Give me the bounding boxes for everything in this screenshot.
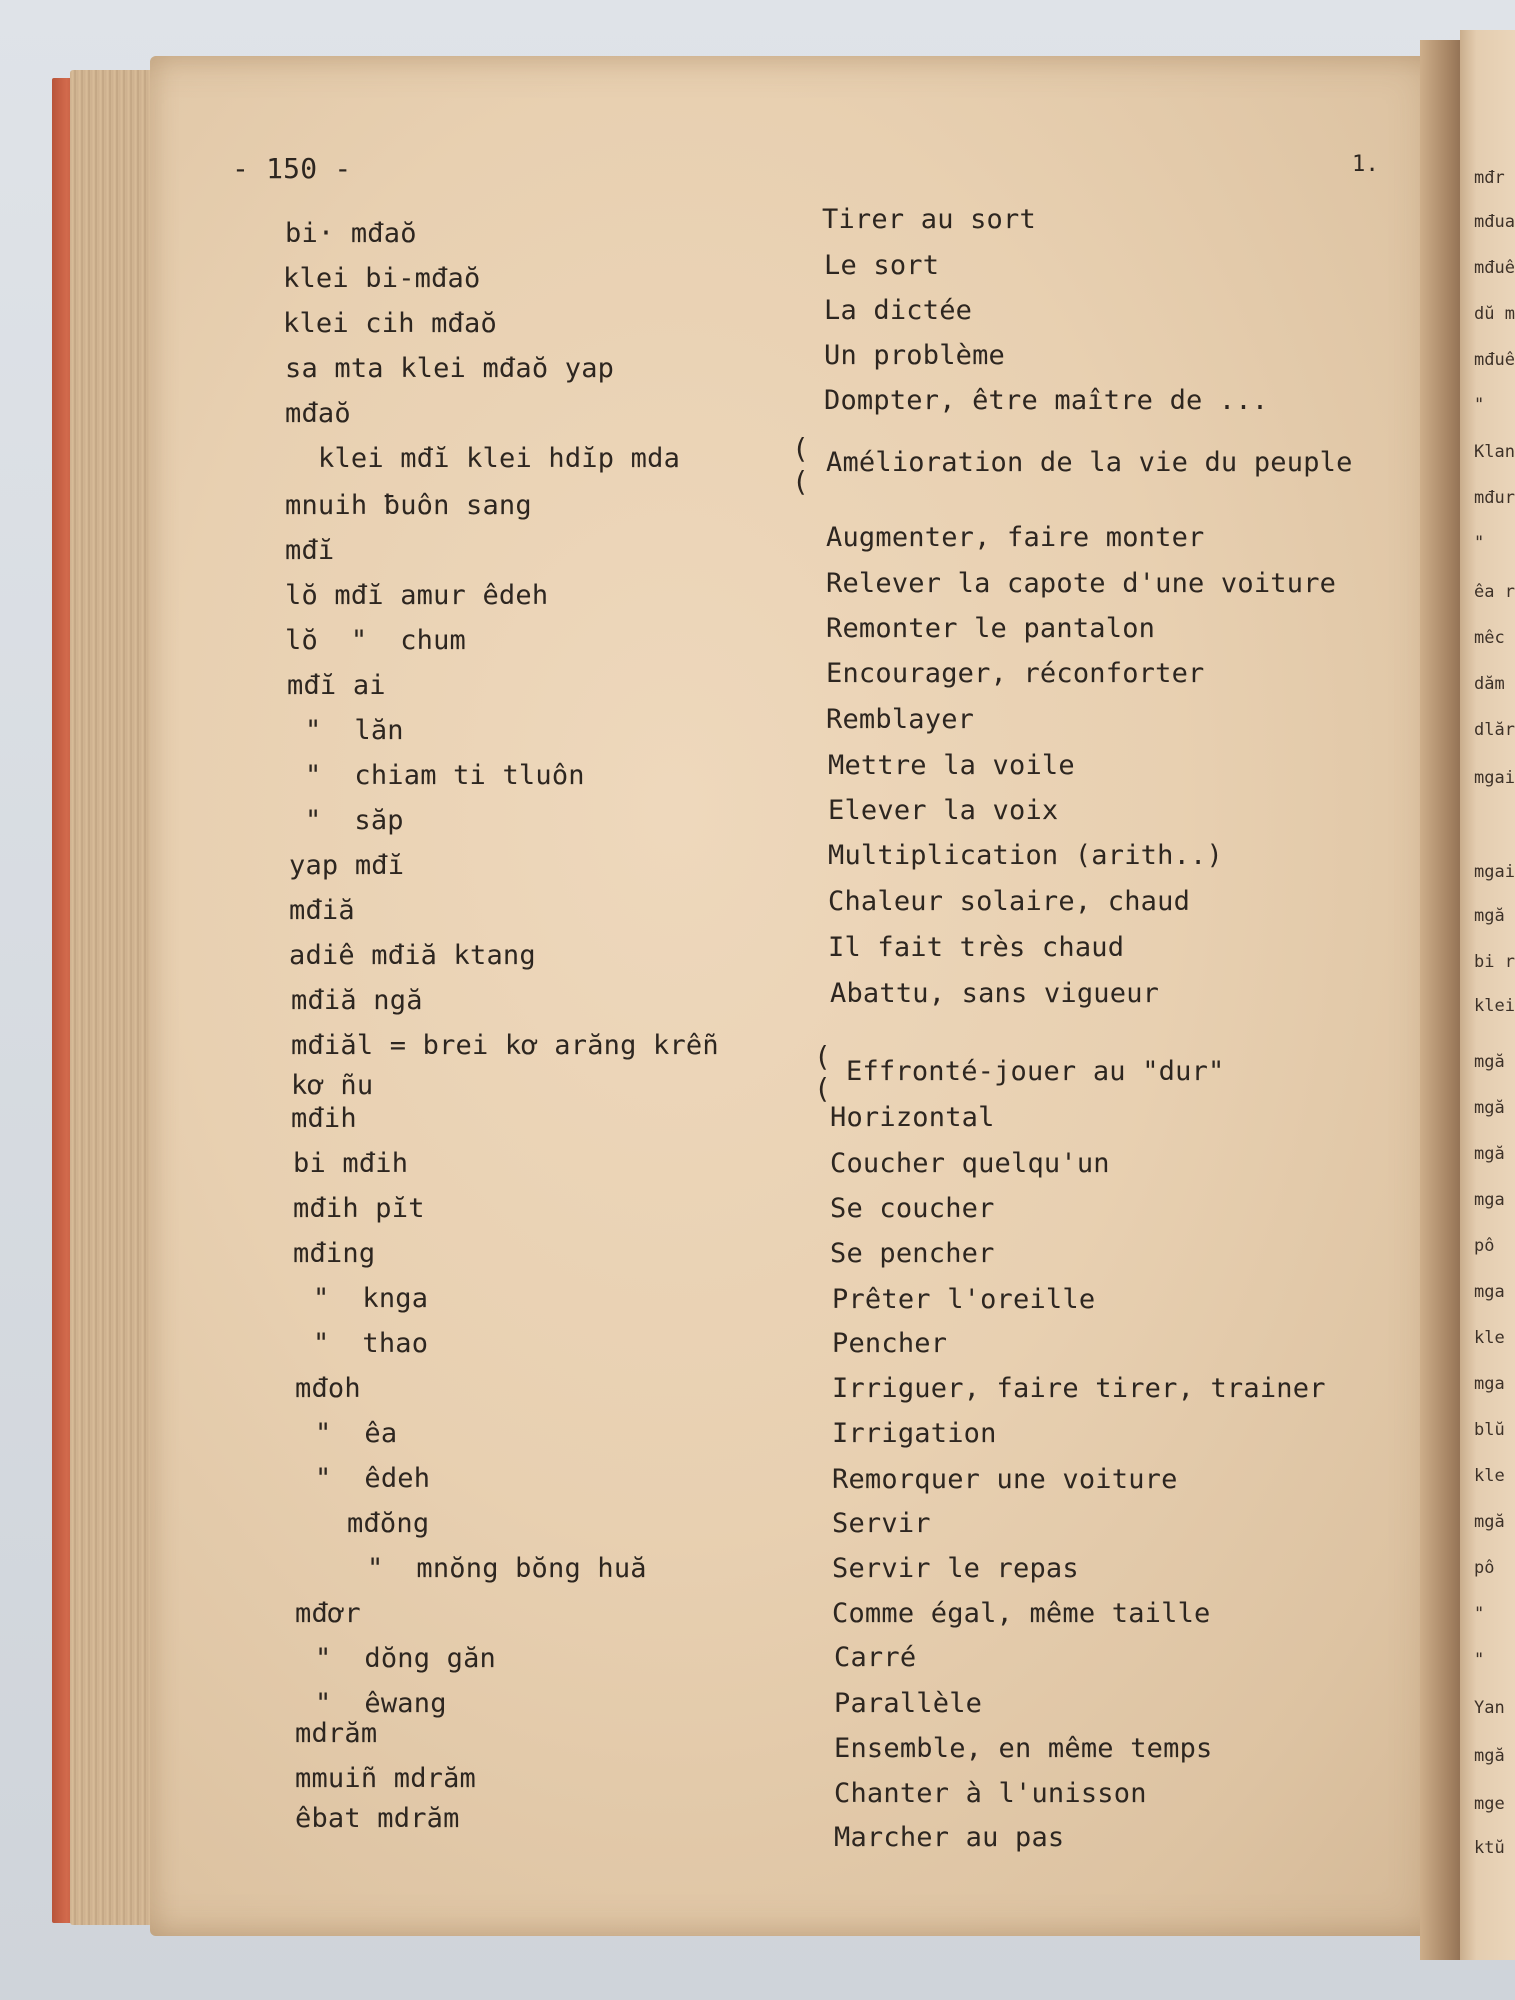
facing-page-fragment: mêc: [1474, 628, 1505, 648]
entry-term: mđŏng: [347, 1508, 430, 1539]
facing-page-fragment: Yan: [1474, 1698, 1505, 1718]
facing-page-fragment: mga: [1474, 1282, 1505, 1302]
entry-definition: Marcher au pas: [834, 1822, 1065, 1853]
entry-term: mđaŏ: [285, 398, 351, 429]
facing-page-fragment: ": [1474, 1604, 1485, 1624]
entry-definition: Elever la voix: [828, 795, 1059, 826]
entry-term: sa mta klei mđaŏ yap: [285, 353, 615, 384]
facing-page-fragment: ": [1474, 533, 1485, 553]
entry-term: " lăn: [305, 715, 404, 746]
facing-page-fragment: mđua: [1474, 212, 1515, 232]
facing-page-fragment: mga: [1474, 1190, 1505, 1210]
facing-page-fragment: ": [1474, 395, 1485, 415]
entry-term: adiê mđiă ktang: [289, 940, 536, 971]
facing-page-fragment: kle: [1474, 1328, 1505, 1348]
entry-term: mđih pĭt: [293, 1193, 425, 1224]
facing-page-fragment: ": [1474, 1650, 1485, 1670]
entry-term: mđih: [291, 1103, 357, 1134]
entry-term: mđoh: [295, 1373, 361, 1404]
page-number: - 150 -: [232, 152, 352, 185]
facing-page-fragment: bi r: [1474, 952, 1515, 972]
facing-page-fragment: blŭ: [1474, 1420, 1505, 1440]
entry-definition: Chanter à l'unisson: [834, 1778, 1147, 1809]
entry-definition: Amélioration de la vie du peuple: [826, 447, 1353, 478]
grouping-brace: (: [792, 465, 809, 498]
entry-term: " săp: [305, 805, 404, 836]
entry-term: yap mđĭ: [289, 850, 405, 881]
facing-page-fragment: Klan: [1474, 442, 1515, 462]
facing-page-fragment: mđuê: [1474, 350, 1515, 370]
facing-page-fragment: mđuê: [1474, 258, 1515, 278]
entry-term: êbat mdrăm: [295, 1803, 460, 1834]
entry-term: " dŏng găn: [315, 1643, 497, 1674]
entry-term: bi mđih: [293, 1148, 409, 1179]
entry-term: " êdeh: [315, 1463, 431, 1494]
entry-definition: Remblayer: [826, 704, 975, 735]
entry-term: " êwang: [315, 1688, 447, 1719]
book-gutter: [1420, 40, 1465, 1960]
entry-definition: Coucher quelqu'un: [830, 1148, 1110, 1179]
entry-term: mđĭ: [285, 535, 335, 566]
entry-term: kơ ñu: [291, 1070, 374, 1101]
facing-page-fragment: mgă: [1474, 1098, 1505, 1118]
facing-page-fragment: mgă: [1474, 1052, 1505, 1072]
entry-term: mđing: [293, 1238, 376, 1269]
entry-term: klei bi-mđaŏ: [283, 263, 481, 294]
entry-term: mđiăl = brei kơ arăng krễn: [291, 1030, 719, 1061]
entry-definition: Ensemble, en même temps: [834, 1733, 1213, 1764]
entry-definition: Tirer au sort: [822, 204, 1036, 235]
entry-definition: Mettre la voile: [828, 750, 1075, 781]
facing-page-fragment: pô: [1474, 1236, 1495, 1256]
entry-definition: Le sort: [824, 250, 940, 281]
entry-definition: Il fait très chaud: [828, 932, 1125, 963]
entry-term: mnuih ƀuôn sang: [285, 490, 532, 521]
facing-page-fragment: dŭ m: [1474, 304, 1515, 324]
entry-term: mmuiñ mdrăm: [295, 1763, 477, 1794]
facing-page-fragment: mgai: [1474, 768, 1515, 788]
grouping-brace: (: [814, 1040, 831, 1073]
facing-page-fragment: mgă: [1474, 1512, 1505, 1532]
entry-term: bi· mđaŏ: [285, 218, 417, 249]
facing-page-fragment: mge: [1474, 1794, 1505, 1814]
entry-definition: Irriguer, faire tirer, trainer: [832, 1373, 1326, 1404]
facing-page-fragment: mđr: [1474, 168, 1505, 188]
entry-term: mđĭ ai: [287, 670, 386, 701]
facing-page-fragment: êa r: [1474, 582, 1515, 602]
entry-definition: Se coucher: [830, 1193, 995, 1224]
facing-page-fragment: dăm: [1474, 674, 1505, 694]
facing-page-fragment: mgă: [1474, 1746, 1505, 1766]
entry-term: lŏ mđĭ amur êdeh: [285, 580, 549, 611]
entry-definition: Un problème: [824, 340, 1006, 371]
entry-definition: Parallèle: [834, 1688, 983, 1719]
entry-definition: Horizontal: [830, 1102, 995, 1133]
entry-definition: Relever la capote d'une voiture: [826, 568, 1337, 599]
entry-term: mdrăm: [295, 1718, 378, 1749]
facing-page-fragment: kle: [1474, 1466, 1505, 1486]
entry-definition: Pencher: [832, 1328, 948, 1359]
facing-page-fragment: klei: [1474, 996, 1515, 1016]
entry-definition: Se pencher: [830, 1238, 995, 1269]
facing-page-fragment: mgă: [1474, 906, 1505, 926]
entry-definition: Dompter, être maître de ...: [824, 385, 1269, 416]
entry-term: " thao: [313, 1328, 429, 1359]
entry-definition: Remorquer une voiture: [832, 1464, 1178, 1495]
entry-definition: Servir le repas: [832, 1553, 1079, 1584]
facing-page-fragment: dlăr: [1474, 720, 1515, 740]
entry-definition: Multiplication (arith..): [828, 840, 1223, 871]
grouping-brace: (: [814, 1072, 831, 1105]
entry-definition: Remonter le pantalon: [826, 613, 1156, 644]
grouping-brace: (: [792, 432, 809, 465]
entry-definition: Augmenter, faire monter: [826, 522, 1205, 553]
entry-definition: Carré: [834, 1642, 917, 1673]
entry-term: " knga: [313, 1283, 429, 1314]
entry-term: " mnŏng bŏng huă: [367, 1553, 647, 1584]
entry-term: " chiam ti tluôn: [305, 760, 585, 791]
entry-definition: Comme égal, même taille: [832, 1598, 1211, 1629]
entry-term: mđơr: [295, 1598, 361, 1629]
facing-page-fragment: pô: [1474, 1558, 1495, 1578]
entry-term: lŏ " chum: [285, 625, 467, 656]
entry-definition: Abattu, sans vigueur: [830, 978, 1160, 1009]
facing-page-fragment: ktŭ: [1474, 1838, 1505, 1858]
entry-term: klei mđĭ klei hdĭp mda: [318, 443, 681, 474]
entry-definition: Encourager, réconforter: [826, 658, 1205, 689]
entry-definition: Effronté-jouer au "dur": [846, 1056, 1225, 1087]
page-corner-mark: 1.: [1352, 152, 1379, 177]
entry-term: mđiă: [289, 895, 355, 926]
entry-definition: Servir: [832, 1508, 931, 1539]
entry-definition: Irrigation: [832, 1418, 997, 1449]
entry-term: " êa: [315, 1418, 398, 1449]
entry-definition: Prêter l'oreille: [832, 1284, 1096, 1315]
facing-page-fragment: mgai: [1474, 862, 1515, 882]
facing-page-fragment: mgă: [1474, 1144, 1505, 1164]
facing-page-fragment: mga: [1474, 1374, 1505, 1394]
entry-definition: Chaleur solaire, chaud: [828, 886, 1191, 917]
entry-term: klei cih mđaŏ: [283, 308, 497, 339]
facing-page-fragment: mđur: [1474, 488, 1515, 508]
entry-definition: La dictée: [824, 295, 973, 326]
entry-term: mđiă ngă: [291, 985, 423, 1016]
